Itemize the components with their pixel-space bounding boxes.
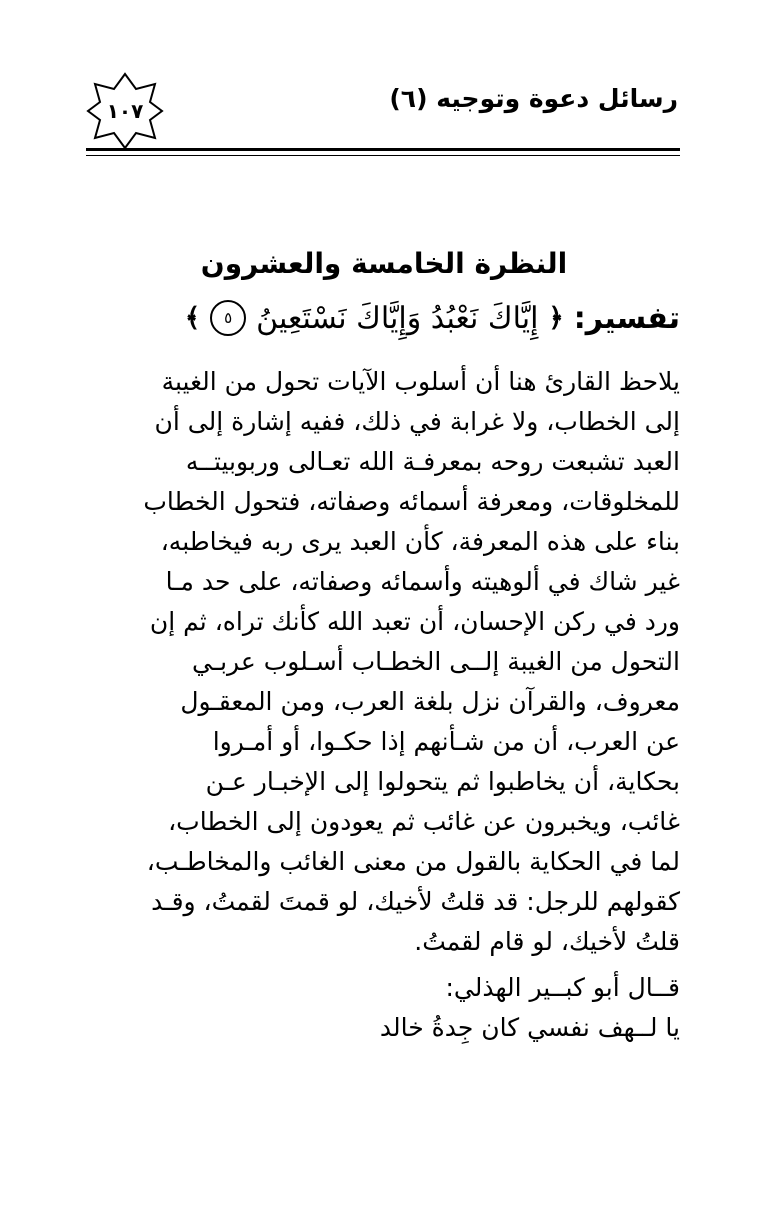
body-line: إلى الخطاب، ولا غرابة في ذلك، ففيه إشارة إلى أن xyxy=(154,407,680,436)
verse-close-bracket: ﴾ xyxy=(184,303,201,333)
body-paragraph xyxy=(88,362,680,962)
body-line: غائب، ويخبرون عن غائب ثم يعودون إلى الخطاب، xyxy=(168,807,680,836)
body-line: ورد في ركن الإحسان، أن تعبد الله كأنك تراه، ثم إن xyxy=(149,607,680,636)
poem-verse-line: يا لــهف نفسي كان جِدةُ خالد xyxy=(379,1013,680,1042)
verse-text: إِيَّاكَ نَعْبُدُ وَإِيَّاكَ نَسْتَعِينُ xyxy=(256,300,539,336)
verse-open-bracket: ﴿ xyxy=(548,303,564,333)
running-header-title: رسائل دعوة وتوجيه (٦) xyxy=(389,84,678,113)
body-line: قلتُ لأخيك، لو قام لقمتُ. xyxy=(414,927,680,956)
header-rule-thick xyxy=(86,148,680,151)
poem-intro-line: قــال أبو كبــير الهذلي: xyxy=(445,973,680,1002)
section-heading: النظرة الخامسة والعشرون xyxy=(200,247,568,280)
body-line: معروف، والقرآن نزل بلغة العرب، ومن المعقـول xyxy=(180,687,680,716)
body-line: يلاحظ القارئ هنا أن أسلوب الآيات تحول من الغيبة xyxy=(161,367,680,396)
body-line: العبد تشبعت روحه بمعرفـة الله تعـالى وربوبيتــه xyxy=(185,447,680,476)
body-line: بحكاية، أن يخاطبوا ثم يتحولوا إلى الإخبـار عـن xyxy=(205,767,680,796)
body-line: عن العرب، أن من شـأنهم إذا حكـوا، أو أمـروا xyxy=(212,727,680,756)
header-rule-thin xyxy=(86,155,680,156)
page-number: ١٠٧ xyxy=(106,99,144,123)
body-line: للمخلوقات، ومعرفة أسمائه وصفاته، فتحول الخطاب xyxy=(143,487,680,516)
page-number-badge xyxy=(86,72,164,150)
tafsir-label: تفسير: xyxy=(573,300,680,336)
body-line: بناء على هذه المعرفة، كأن العبد يرى ربه فيخاطبه، xyxy=(160,527,680,556)
poem-block xyxy=(88,968,680,1048)
body-line: غير شاك في ألوهيته وأسمائه وصفاته، على حد مـا xyxy=(165,567,680,596)
ayah-number-marker: ٥ xyxy=(210,300,246,336)
body-line: لما في الحكاية بالقول من معنى الغائب والمخاطـب، xyxy=(146,847,680,876)
body-line: التحول من الغيبة إلــى الخطـاب أسـلوب عربـي xyxy=(191,647,680,676)
body-line: كقولهم للرجل: قد قلتُ لأخيك، لو قمتَ لقمتُ، وقـد xyxy=(151,887,680,916)
verse-line xyxy=(88,300,680,336)
